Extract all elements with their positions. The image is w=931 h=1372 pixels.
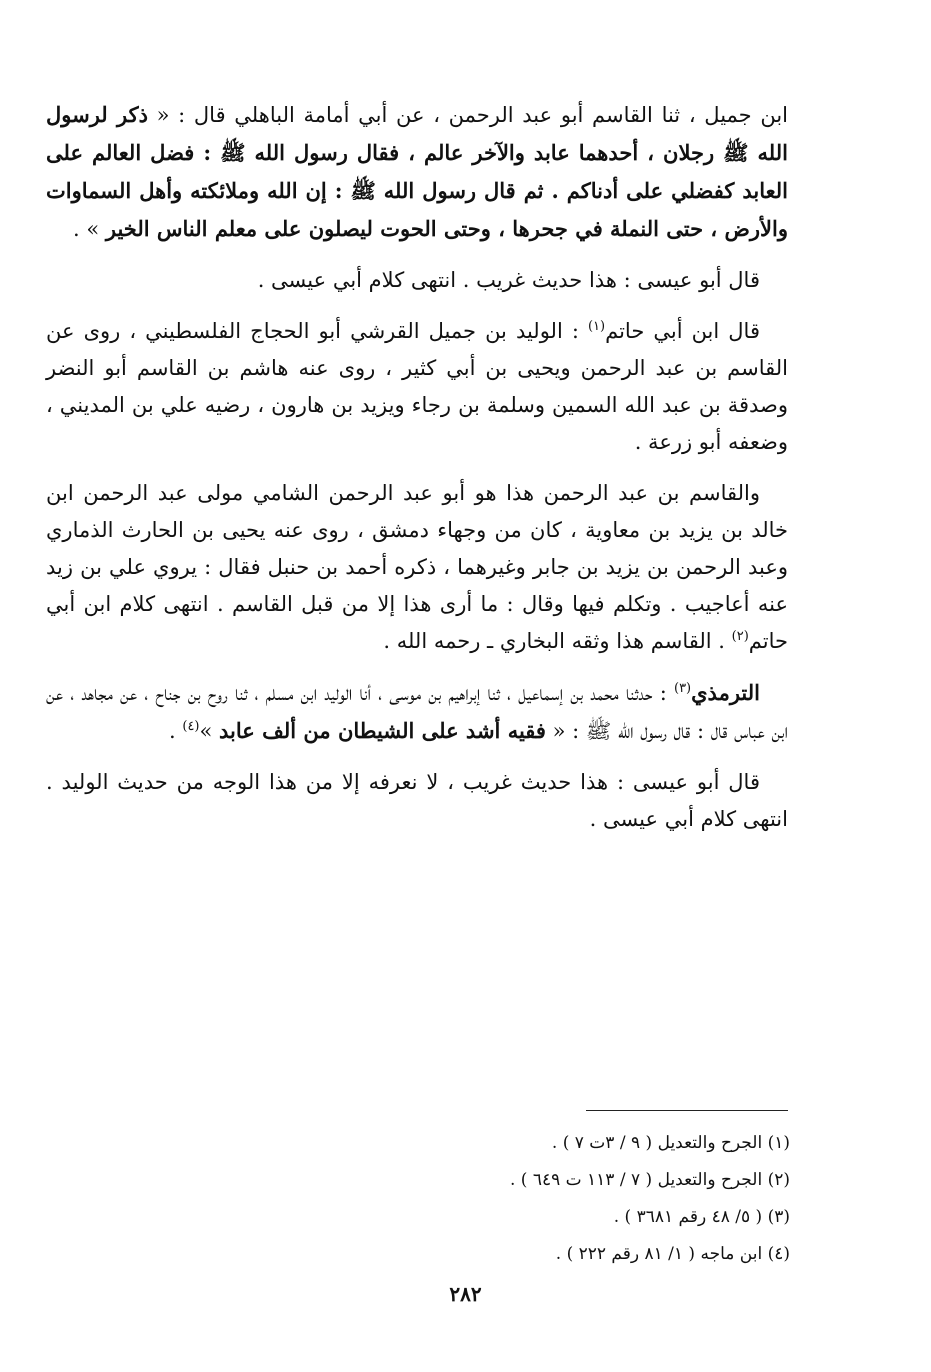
footnote-marker: (٤)	[182, 719, 200, 734]
footnotes	[300, 1125, 790, 1273]
text-run: : الوليد بن جميل القرشي أبو الحجاج الفلسطيني ، روى عن القاسم بن عبد الرحمن ويحيى بن أبي كثير ، روى عنه هاشم بن القاسم أبو النضر وصدقة بن عبد الله السمين وسلمة بن رجاء ويزيد بن هارون ، رضيه علي بن المديني ، وضعفه أبو زرعة .	[46, 319, 788, 454]
paragraph-5	[46, 674, 788, 750]
paragraph-1	[46, 96, 788, 248]
text-run: الترمذي	[691, 680, 760, 705]
paragraph-2	[46, 262, 788, 299]
footnote-separator	[586, 1110, 788, 1111]
text-run: : حدثنا محمد بن إسماعيل ، ثنا إبراهيم بن موسى ، أنا الوليد ابن مسلم ، ثنا روح بن جناح ، عن مجاهد ، عن ابن عباس قال : قال رسول الله ﷺ : «	[46, 681, 788, 743]
footnote-3: (٣) ( ٥/ ٤٨ رقم ٣٦٨١ ) .	[613, 1207, 790, 1227]
footnote-marker: (١)	[587, 319, 606, 334]
text-run: والقاسم بن عبد الرحمن هذا هو أبو عبد الرحمن الشامي مولى عبد الرحمن ابن خالد بن يزيد بن معاوية ، كان من وجهاء دمشق ، روى عنه يحيى بن الحارث الذماري وعبد الرحمن بن يزيد بن جابر وغيرهما ، ذكره أحمد بن حنبل فقال : يروي علي بن زيد عنه أعاجيب . وتكلم فيها وقال : ما أرى هذا إلا من قبل القاسم . انتهى كلام ابن أبي حاتم	[46, 481, 788, 653]
paragraph-3	[46, 313, 788, 461]
paragraph-6	[46, 764, 788, 838]
footnote-marker: (٣)	[673, 681, 692, 696]
footnote-2: (٢) الجرح والتعديل ( ٧ / ١١٣ ت ٦٤٩ ) .	[509, 1170, 790, 1190]
text-run: ذكر لرسول الله ﷺ رجلان ، أحدهما عابد والآخر عالم ، فقال رسول الله ﷺ : فضل العالم على العابد كفضلي على أدناكم . ثم قال رسول الله ﷺ : إن الله وملائكته وأهل السماوات والأرض ، حتى النملة في جحرها ، وحتى الحوت ليصلون على معلم الناس الخير	[46, 102, 788, 241]
paragraph-4	[46, 475, 788, 660]
text-run: »	[199, 719, 220, 743]
footnote-4: (٤) ابن ماجه ( ١/ ٨١ رقم ٢٢٢ ) .	[555, 1244, 790, 1264]
text-run: .	[169, 719, 183, 743]
text-run: ابن جميل ، ثنا القاسم أبو عبد الرحمن ، عن أبي أمامة الباهلي قال : «	[147, 103, 788, 127]
text-run: . القاسم هذا وثقه البخاري ـ رحمه الله .	[383, 629, 732, 653]
text-run: فقيه أشد على الشيطان من ألف عابد	[219, 718, 546, 743]
page-number: ٢٨٢	[449, 1282, 482, 1306]
text-run: قال ابن أبي حاتم	[605, 319, 760, 343]
main-text	[46, 96, 788, 852]
text-run: قال أبو عيسى : هذا حديث غريب . انتهى كلام أبي عيسى .	[257, 268, 760, 292]
text-run: » .	[73, 217, 106, 241]
footnote-marker: (٢)	[731, 629, 749, 644]
footnote-1: (١) الجرح والتعديل ( ٩ / ٣ت ٧ ) .	[551, 1133, 790, 1153]
text-run: قال أبو عيسى : هذا حديث غريب ، لا نعرفه إلا من هذا الوجه من حديث الوليد . انتهى كلام أبي عيسى .	[46, 770, 788, 831]
